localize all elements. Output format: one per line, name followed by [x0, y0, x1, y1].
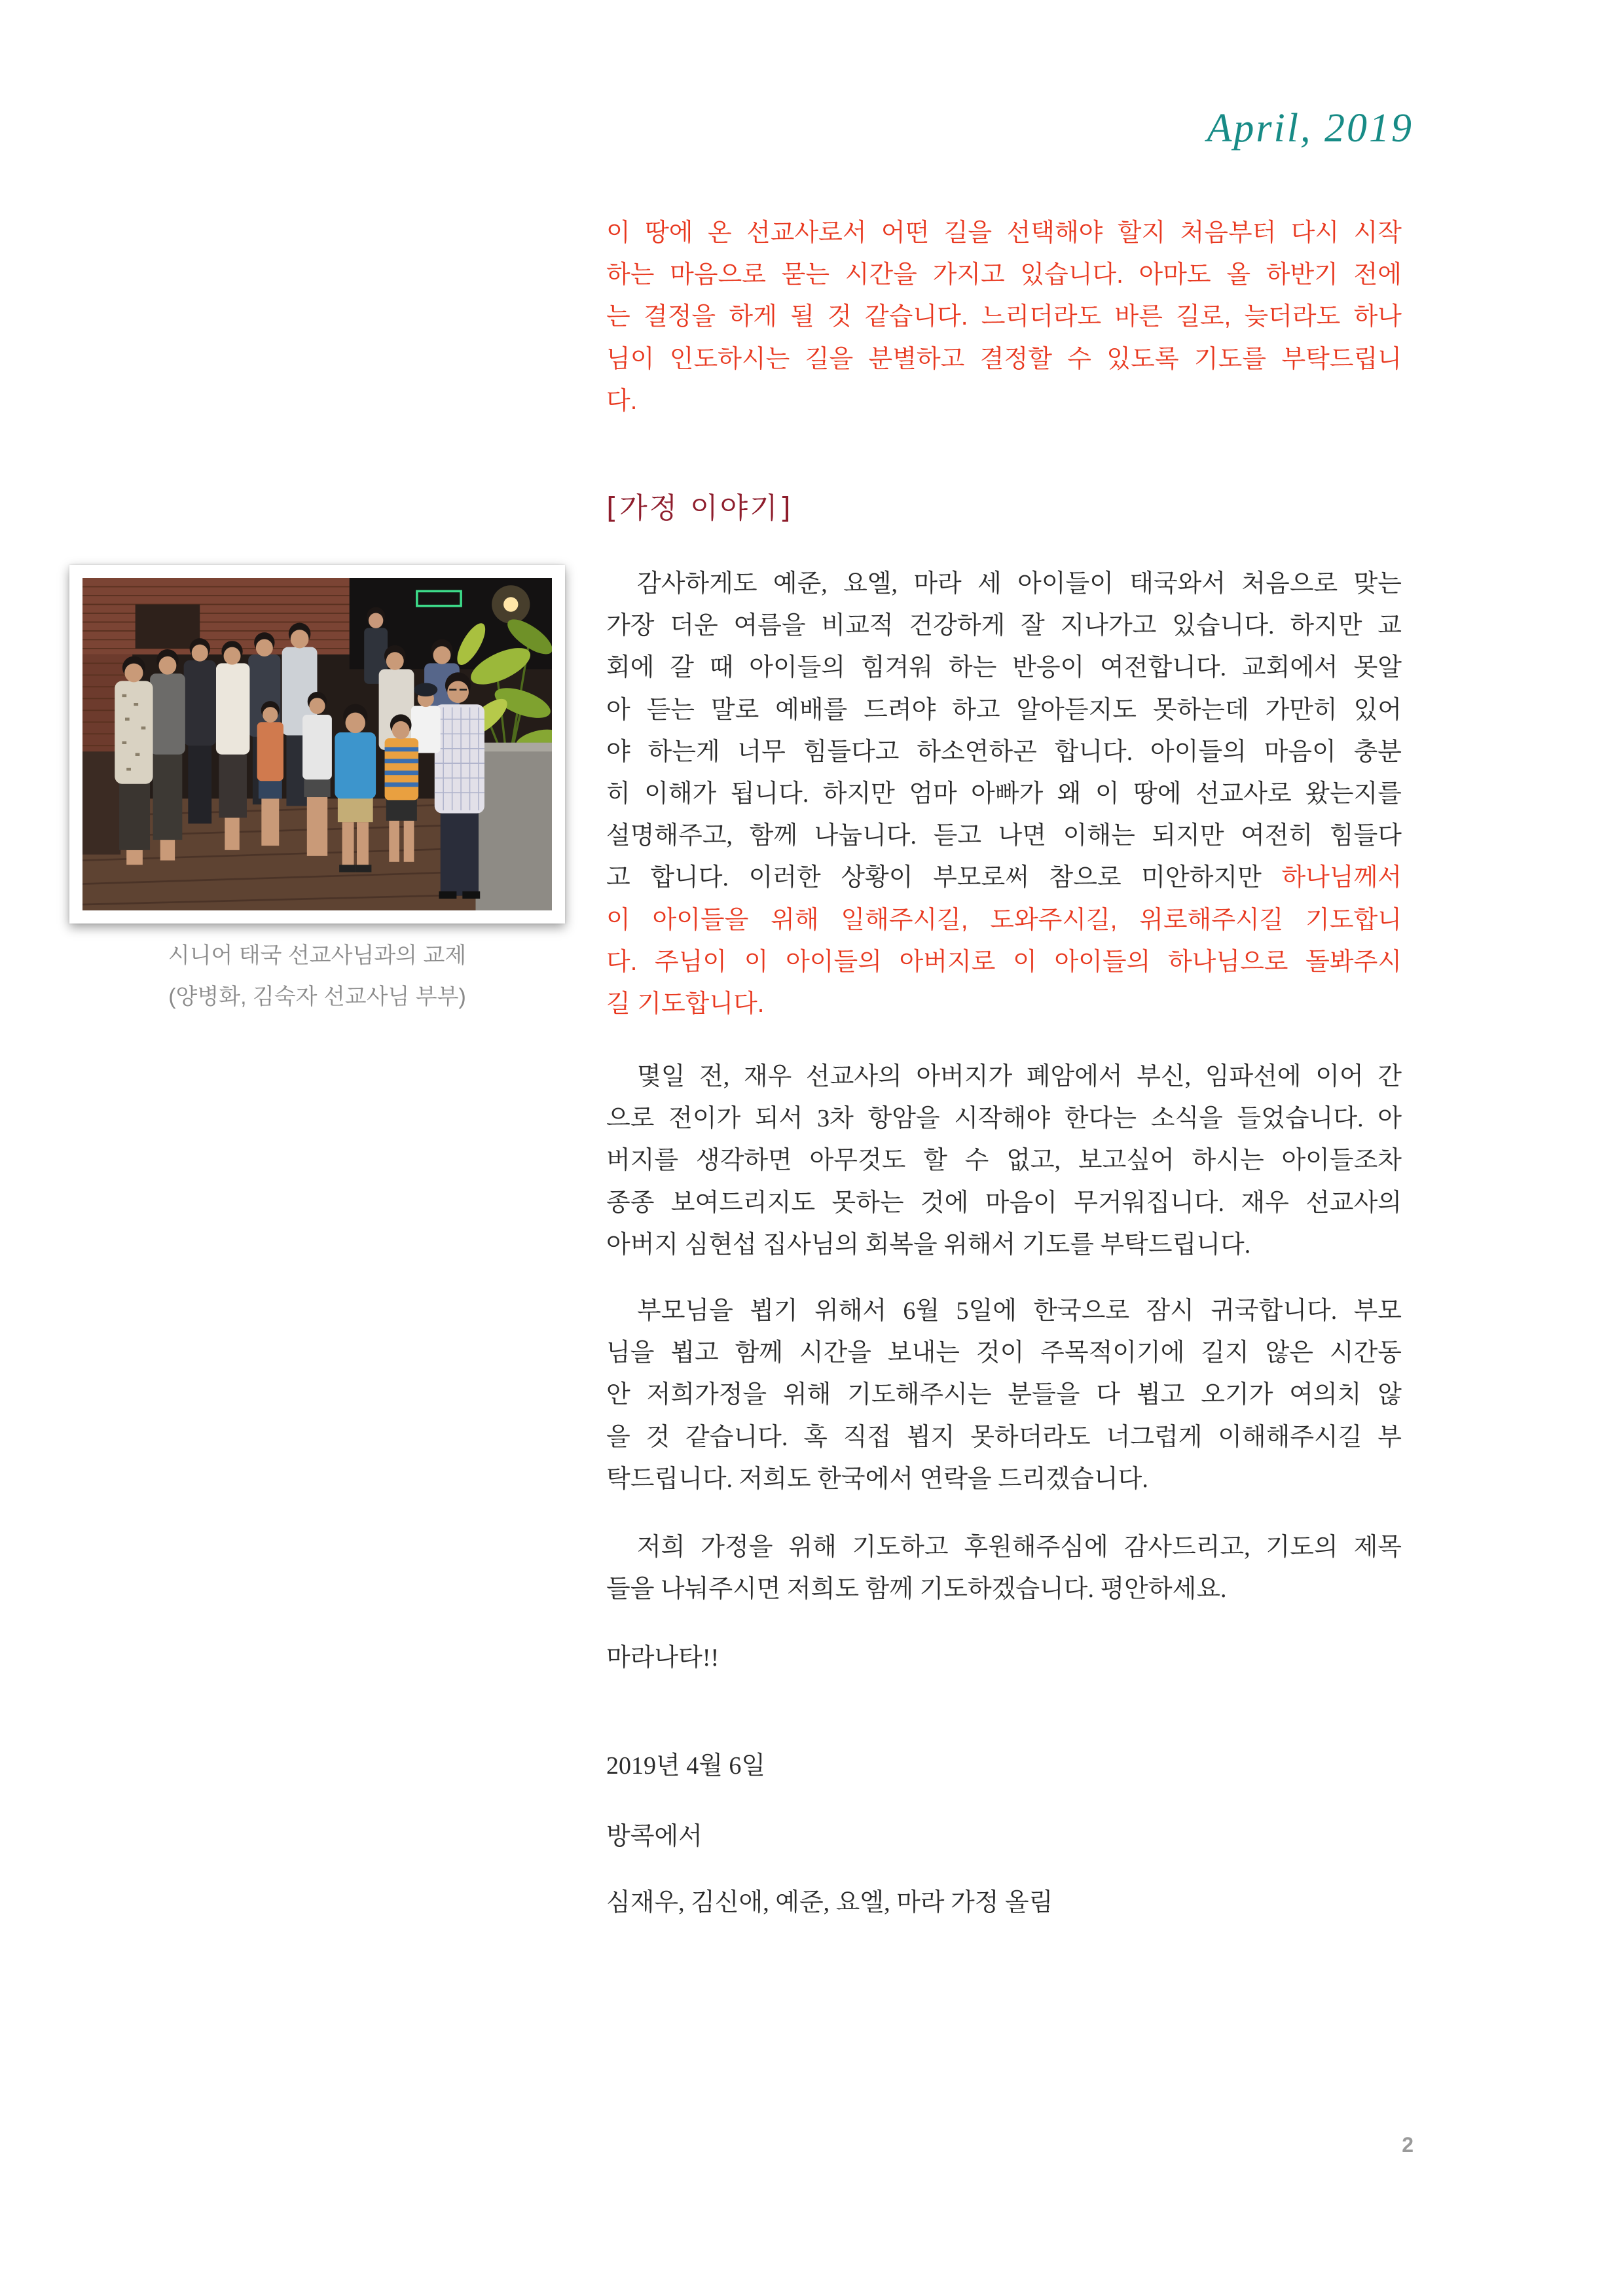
paragraph-line: 을 것 같습니다. 혹 직접 뵙지 못하더라도 너그럽게 이해해주시길 부 — [606, 1423, 1402, 1451]
paragraph-line: 야 하는게 너무 힘들다고 하소연하곤 합니다. 아이들의 마음이 충분 — [606, 738, 1402, 766]
paragraph-line: 아 듣는 말로 예배를 드려야 하고 알아듣지도 못하는데 가만히 있어 — [606, 696, 1402, 724]
caption-line: 시니어 태국 선교사님과의 교제 — [168, 943, 467, 968]
photo-frame — [69, 565, 565, 924]
section-heading: [가정 이야기] — [606, 492, 793, 525]
paragraph-line: 아버지 심현섭 집사님의 회복을 위해서 기도를 부탁드립니다. — [606, 1230, 1251, 1259]
body-paragraph — [606, 1056, 1402, 1266]
paragraph-line: 회에 갈 때 아이들의 힘겨워 하는 반응이 여전합니다. 교회에서 못알 — [606, 654, 1402, 682]
paragraph-line: 몇일 전, 재우 선교사의 아버지가 폐암에서 부신, 임파선에 이어 간 — [637, 1063, 1402, 1090]
closing-date: 2019년 4월 6일 — [606, 1752, 766, 1780]
body-paragraph — [606, 1290, 1402, 1500]
caption-line: (양병화, 김숙자 선교사님 부부) — [168, 984, 466, 1009]
intro-line: 다. — [606, 387, 638, 415]
highlighted-line: 다. 주님이 이 아이들의 아버지로 이 아이들의 하나님으로 돌봐주시 — [606, 948, 1402, 976]
paragraph-text: 고 합니다. 이러한 상황이 부모로써 참으로 미안하지만 — [606, 864, 1262, 892]
paragraph-line: 으로 전이가 되서 3차 항암을 시작해야 한다는 소식을 들었습니다. 아 — [606, 1105, 1402, 1133]
paragraph-line: 감사하게도 예준, 요엘, 마라 세 아이들이 태국와서 처음으로 맞는 — [637, 570, 1402, 598]
intro-line: 님이 인도하시는 길을 분별하고 결정할 수 있도록 기도를 부탁드립니 — [606, 345, 1402, 373]
paragraph-line: 부모님을 뵙기 위해서 6월 5일에 한국으로 잠시 귀국합니다. 부모 — [637, 1297, 1402, 1325]
intro-line: 이 땅에 온 선교사로서 어떤 길을 선택해야 할지 처음부터 다시 시작 — [606, 219, 1402, 247]
paragraph-line: 님을 뵙고 함께 시간을 보내는 것이 주목적이기에 길지 않은 시간동 — [606, 1339, 1402, 1367]
intro-line: 하는 마음으로 묻는 시간을 가지고 있습니다. 아마도 올 하반기 전에 — [606, 261, 1402, 289]
paragraph-line: 들을 나눠주시면 저희도 함께 기도하겠습니다. 평안하세요. — [606, 1575, 1227, 1604]
paragraph-line: 가장 더운 여름을 비교적 건강하게 잘 지나가고 있습니다. 하지만 교 — [606, 612, 1402, 640]
paragraph-line: 히 이해가 됩니다. 하지만 엄마 아빠가 왜 이 땅에 선교사로 왔는지를 — [606, 780, 1402, 808]
intro-paragraph — [606, 212, 1402, 422]
highlighted-line: 길 기도합니다. — [606, 990, 765, 1018]
planter-box — [475, 743, 552, 910]
body-paragraph — [606, 1526, 1402, 1610]
paragraph-line: 탁드립니다. 저희도 한국에서 연락을 드리겠습니다. — [606, 1465, 1148, 1493]
paragraph-line: 안 저희가정을 위해 기도해주시는 분들을 다 뵙고 오기가 여의치 않 — [606, 1381, 1402, 1409]
intro-line: 는 결정을 하게 될 것 같습니다. 느리더라도 바른 길로, 늦더라도 하나 — [606, 303, 1402, 331]
paragraph-line — [606, 857, 1402, 899]
signature: 심재우, 김신애, 예준, 요엘, 마라 가정 올림 — [606, 1889, 1053, 1916]
closing-place: 방콕에서 — [606, 1823, 702, 1850]
page-number: 2 — [1402, 2133, 1413, 2157]
date-header: April, 2019 — [1207, 106, 1413, 151]
paragraph-line: 버지를 생각하면 아무것도 할 수 없고, 보고싶어 하시는 아이들조차 — [606, 1147, 1402, 1175]
highlighted-line: 이 아이들을 위해 일해주시길, 도와주시길, 위로해주시길 기도합니 — [606, 906, 1402, 934]
group-photo — [82, 578, 552, 910]
photo-caption — [69, 935, 565, 1018]
paragraph-line: 설명해주고, 함께 나눕니다. 듣고 나면 이해는 되지만 여전히 힘들다 — [606, 822, 1402, 850]
paragraph-line: 종종 보여드리지도 못하는 것에 마음이 무거워집니다. 재우 선교사의 — [606, 1189, 1402, 1217]
body-paragraph — [606, 563, 1402, 1025]
paragraph-line: 저희 가정을 위해 기도하고 후원해주심에 감사드리고, 기도의 제목 — [637, 1534, 1402, 1561]
highlighted-text: 하나님께서 — [1281, 864, 1402, 892]
closing-greeting: 마라나타!! — [606, 1644, 720, 1672]
